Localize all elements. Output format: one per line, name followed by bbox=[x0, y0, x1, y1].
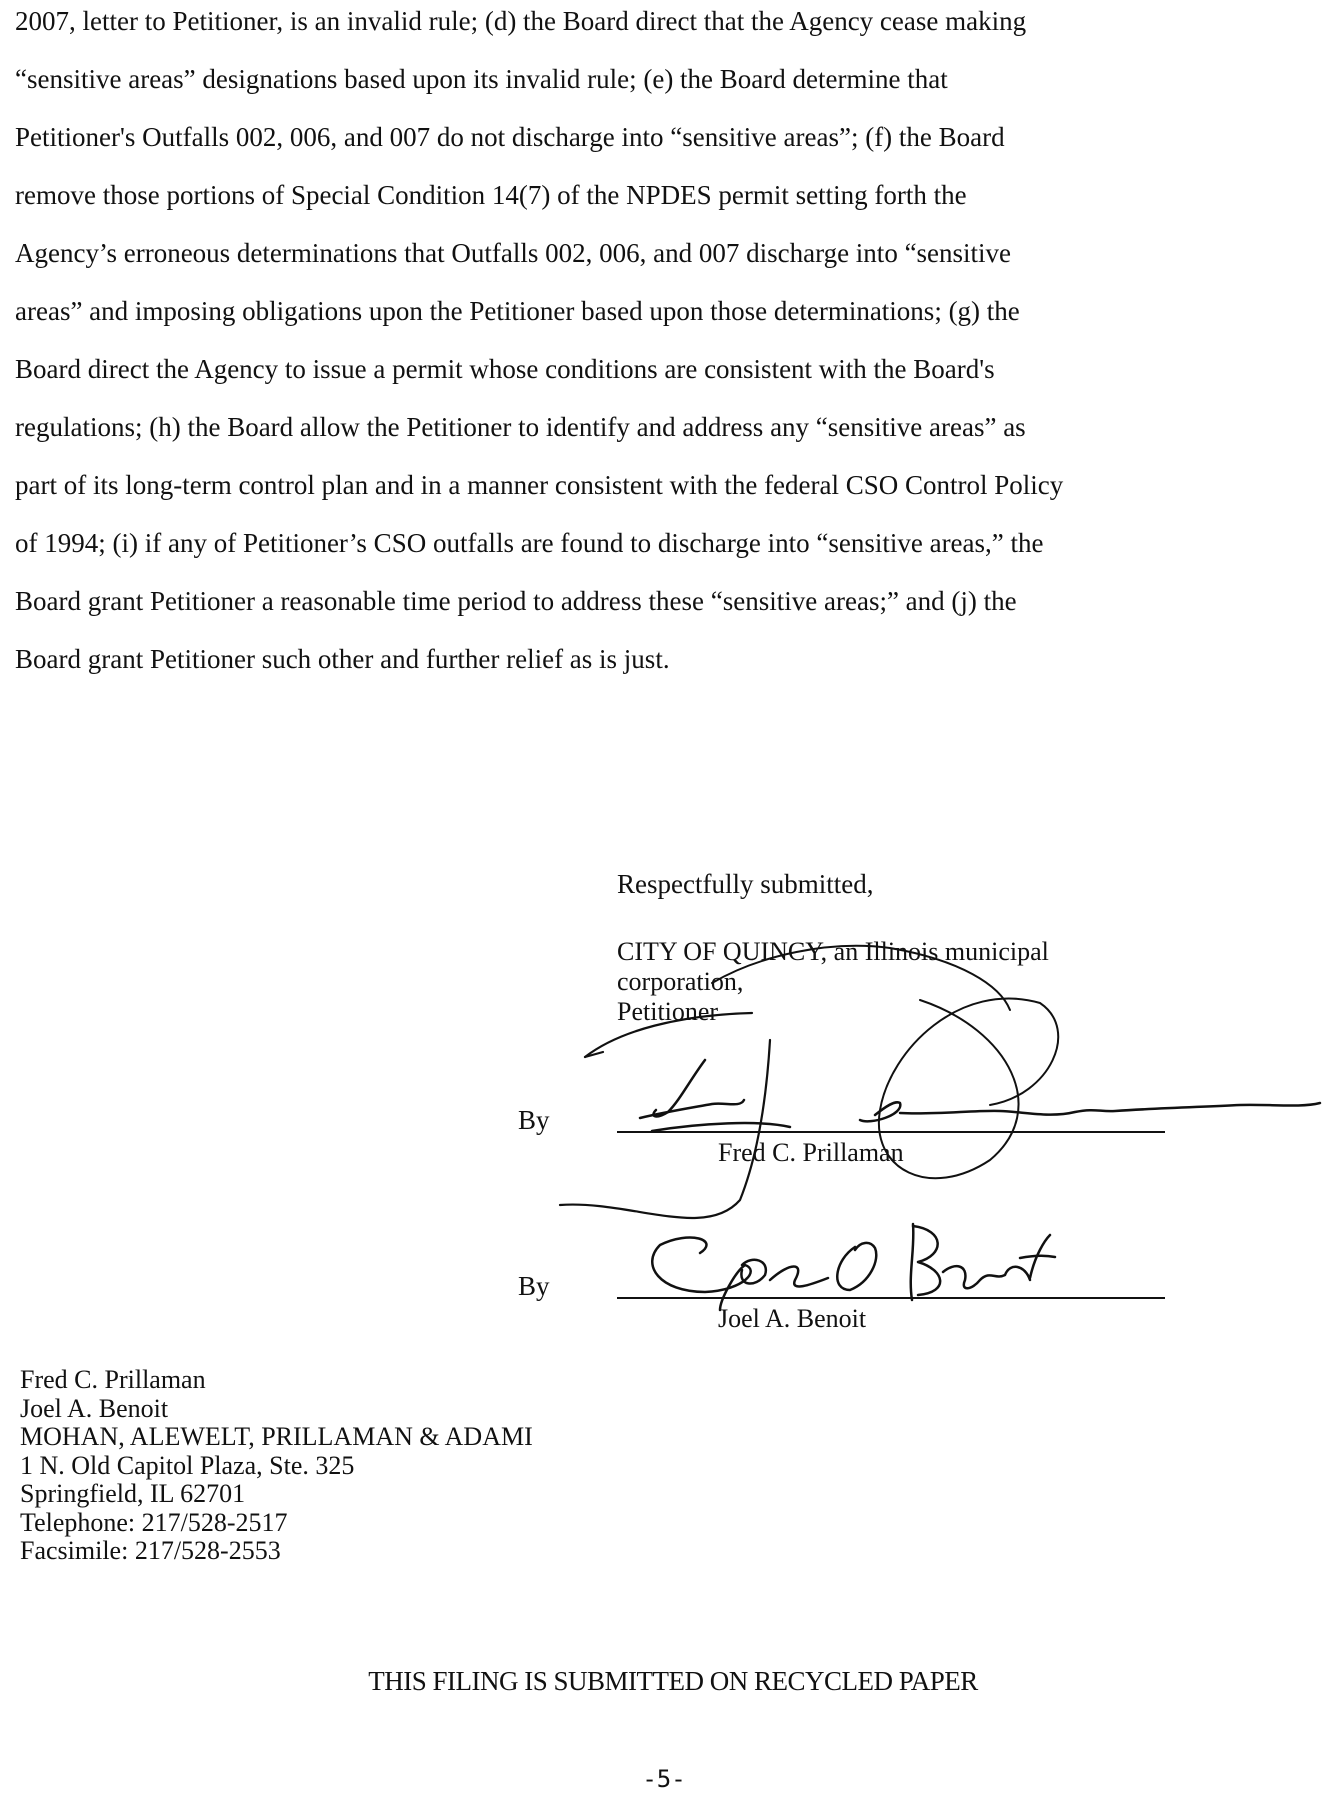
address-city: Springfield, IL 62701 bbox=[20, 1479, 246, 1508]
recycled-paper-note: THIS FILING IS SUBMITTED ON RECYCLED PAPER bbox=[368, 1666, 978, 1696]
body-line: areas” and imposing obligations upon the Petitioner based upon those determinations; (g) the bbox=[15, 296, 1020, 326]
body-line: Board grant Petitioner a reasonable time period to address these “sensitive areas;” and (j) the bbox=[15, 586, 1017, 616]
body-line: Agency’s erroneous determinations that Outfalls 002, 006, and 007 discharge into “sensitive bbox=[15, 238, 1012, 268]
by-label: By bbox=[518, 1271, 550, 1301]
body-line: Board grant Petitioner such other and further relief as is just. bbox=[15, 644, 670, 674]
signer-name: Fred C. Prillaman bbox=[718, 1138, 904, 1167]
party-role: Petitioner bbox=[617, 997, 719, 1026]
benoit-signature bbox=[652, 1224, 1055, 1310]
prillaman-signature bbox=[560, 946, 1320, 1218]
closing-text: Respectfully submitted, bbox=[617, 869, 874, 899]
facsimile: Facsimile: 217/528-2553 bbox=[20, 1536, 281, 1565]
address-street: 1 N. Old Capitol Plaza, Ste. 325 bbox=[20, 1450, 355, 1480]
counsel-address-block bbox=[20, 1366, 533, 1566]
by-label: By bbox=[518, 1105, 550, 1135]
counsel-line: Joel A. Benoit bbox=[20, 1393, 169, 1423]
telephone: Telephone: 217/528-2517 bbox=[20, 1507, 288, 1537]
party-description: corporation, bbox=[617, 967, 744, 996]
body-line: Board direct the Agency to issue a permit whose conditions are consistent with the Board's bbox=[15, 354, 995, 384]
counsel-line: Fred C. Prillaman bbox=[20, 1365, 206, 1394]
body-line: part of its long-term control plan and in a manner consistent with the federal CSO Control Policy bbox=[15, 470, 1064, 500]
body-line: 2007, letter to Petitioner, is an invalid rule; (d) the Board direct that the Agency cease making bbox=[15, 6, 1027, 36]
signer-name: Joel A. Benoit bbox=[718, 1304, 867, 1333]
body-line: of 1994; (i) if any of Petitioner’s CSO outfalls are found to discharge into “sensitive areas,” the bbox=[15, 528, 1044, 558]
party-name: CITY OF QUINCY, an Illinois municipal bbox=[617, 937, 1049, 966]
body-line: regulations; (h) the Board allow the Petitioner to identify and address any “sensitive areas” as bbox=[15, 412, 1026, 442]
body-line: Petitioner's Outfalls 002, 006, and 007 do not discharge into “sensitive areas”; (f) the Board bbox=[15, 122, 1005, 152]
page-number: -5- bbox=[642, 1765, 686, 1793]
body-line: “sensitive areas” designations based upon its invalid rule; (e) the Board determine that bbox=[15, 64, 948, 94]
firm-name: MOHAN, ALEWELT, PRILLAMAN & ADAMI bbox=[20, 1422, 533, 1451]
body-line: remove those portions of Special Condition 14(7) of the NPDES permit setting forth the bbox=[15, 180, 967, 210]
